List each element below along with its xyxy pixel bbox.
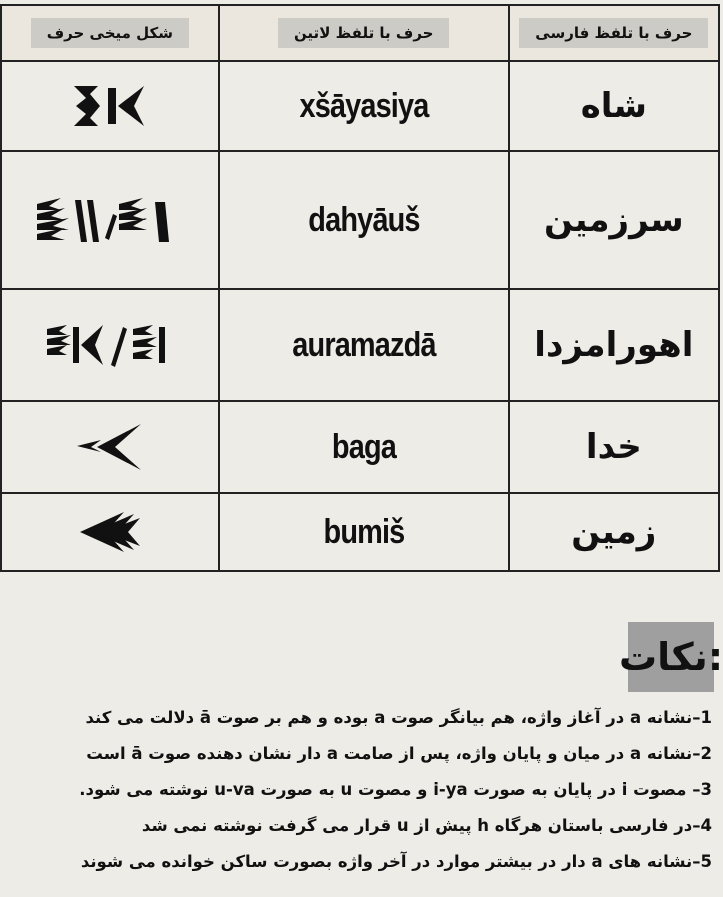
persian-word: خدا — [509, 401, 719, 493]
note-item: 2–نشانه a در میان و پایان واژه، پس از صامت a دار نشان دهنده صوت ā است — [86, 744, 712, 763]
note-item: 5–نشانه های a دار در بیشتر موارد در آخر واژه بصورت ساکن خوانده می شوند — [80, 852, 712, 871]
latin-word: dahyāuš — [240, 151, 486, 289]
table-row — [1, 493, 719, 571]
persian-word: شاه — [509, 61, 719, 151]
persian-word: اهورامزدا — [509, 289, 719, 401]
table-row — [1, 401, 719, 493]
notes-list — [0, 700, 712, 880]
latin-word: baga — [240, 401, 486, 493]
header-latin: حرف با تلفظ لاتین — [219, 5, 509, 61]
latin-word: xšāyasiya — [240, 61, 486, 151]
table-row — [1, 151, 719, 289]
cuneiform-god-icon — [1, 401, 219, 493]
latin-word: bumiš — [240, 493, 486, 571]
cuneiform-earth-icon — [1, 493, 219, 571]
persian-word: زمین — [509, 493, 719, 571]
header-persian: حرف با تلفظ فارسی — [509, 5, 719, 61]
latin-word: auramazdā — [240, 289, 486, 401]
note-item: 4–در فارسی باستان هرگاه h پیش از u قرار می گرفت نوشته نمی شد — [141, 816, 712, 835]
persian-word: سرزمین — [509, 151, 719, 289]
cuneiform-ahuramazda-icon — [1, 289, 219, 401]
cuneiform-land-icon — [1, 151, 219, 289]
table-row — [1, 61, 719, 151]
note-item: 3– مصوت i در پایان به صورت i-ya و مصوت u به صورت u-va نوشته می شود. — [79, 780, 712, 799]
cuneiform-table — [0, 4, 720, 568]
header-cuneiform: شکل میخی حرف — [1, 5, 219, 61]
notes-title: نکات: — [628, 622, 714, 692]
cuneiform-king-icon — [1, 61, 219, 151]
note-item: 1–نشانه a در آغاز واژه، هم بیانگر صوت a بوده و هم بر صوت ā دلالت می کند — [85, 708, 712, 727]
table-row — [1, 289, 719, 401]
